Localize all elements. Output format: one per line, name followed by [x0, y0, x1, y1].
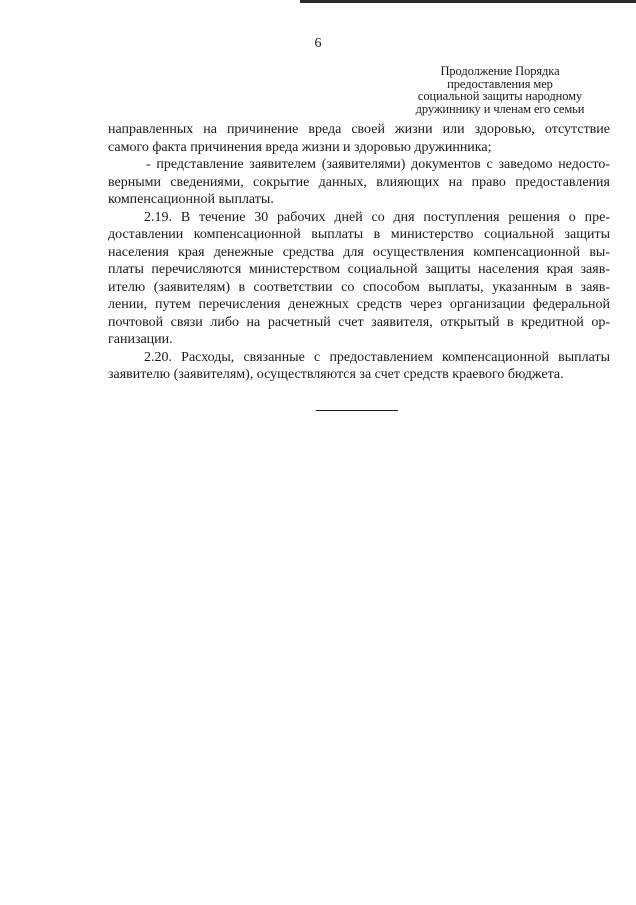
- end-separator-line: [316, 410, 398, 411]
- text-line: почтовой связи либо на расчетный счет заявителя, открытый в кредитной ор-: [108, 314, 610, 330]
- text-line: доставлении компенсационной выплаты в министерство социальной защиты: [108, 227, 610, 242]
- text-line: компенсационной выплаты.: [108, 192, 274, 207]
- header-line: Продолжение Порядка: [440, 64, 560, 78]
- header-line: предоставления мер: [447, 76, 553, 91]
- text-line: самого факта причинения вреда жизни и здоровью дружинника;: [108, 139, 492, 155]
- header-line: социальной защиты народному: [417, 89, 583, 103]
- text-line: платы перечисляются министерством социальной защиты населения края заяв-: [108, 262, 610, 277]
- text-line: заявителю (заявителям), осуществляются за счет средств краевого бюджета.: [108, 367, 564, 382]
- scan-top-edge: [300, 0, 636, 3]
- text-line: ителю (заявителям) в соответствии со способом выплаты, указанным в заяв-: [108, 279, 610, 295]
- page-number: 6: [314, 36, 322, 51]
- document-body: [108, 121, 610, 384]
- text-line: 2.20. Расходы, связанные с предоставлением компенсационной выплаты: [144, 349, 610, 365]
- text-line: верными сведениями, сокрытие данных, влияющих на право предоставления: [108, 174, 610, 190]
- header-line: дружиннику и членам его семьи: [415, 101, 585, 116]
- text-line: лении, путем перечисления денежных средств через организации федеральной: [108, 297, 610, 312]
- header-block: [400, 65, 600, 115]
- text-line: населения края денежные средства для осуществления компенсационной вы-: [108, 244, 610, 260]
- text-line: ганизации.: [108, 332, 173, 347]
- text-line: - представление заявителем (заявителями) документов с заведомо недосто-: [146, 157, 610, 172]
- text-line: 2.19. В течение 30 рабочих дней со дня поступления решения о пре-: [144, 209, 610, 225]
- text-line: направленных на причинение вреда своей жизни или здоровью, отсутствие: [108, 122, 610, 137]
